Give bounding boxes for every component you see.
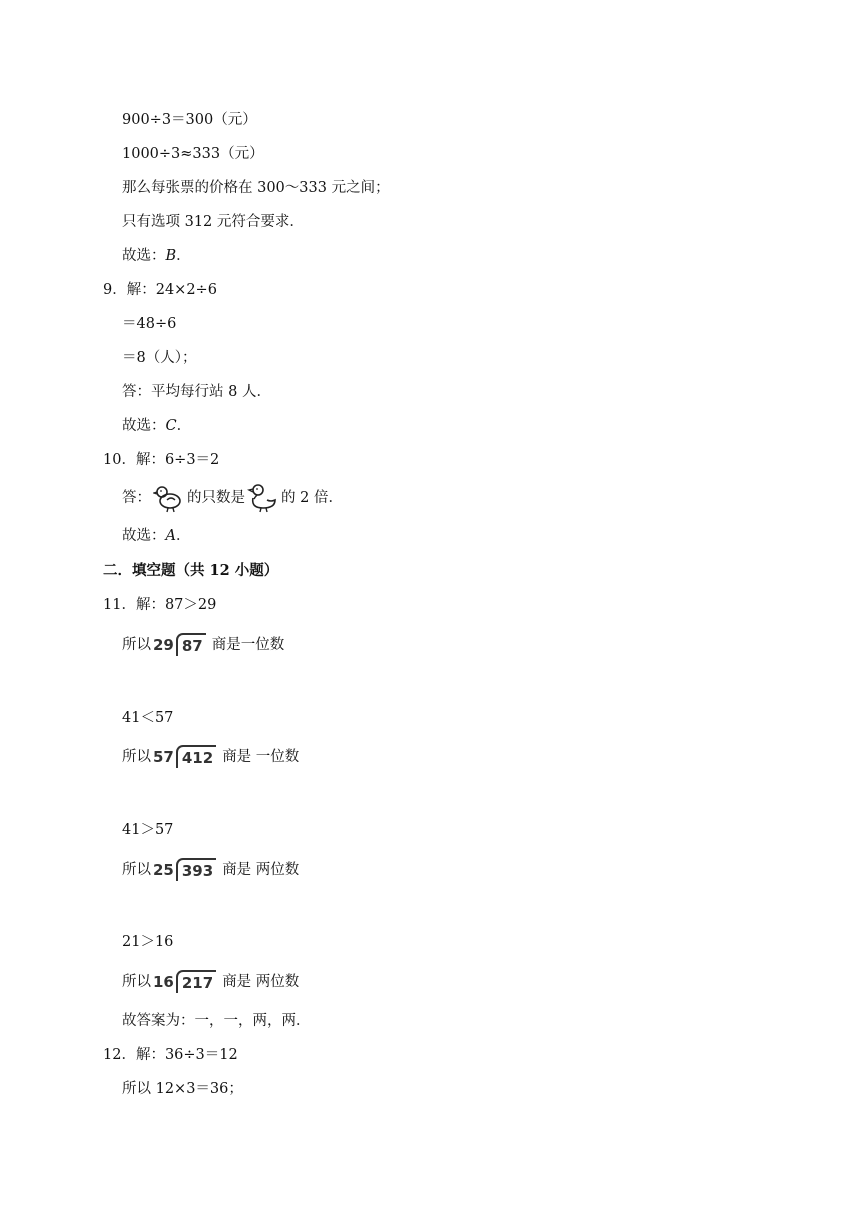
price-range-line: 那么每张票的价格在 300～333 元之间； (122, 180, 390, 196)
q10-title: 10．解：6÷3＝2 (103, 452, 220, 468)
q12-step2: 所以 12×3＝36； (122, 1081, 243, 1097)
q10-answer-text (122, 482, 343, 514)
divisor: 25 (153, 860, 174, 879)
answer-prefix: 故选： (122, 248, 166, 264)
division-prefix: 所以 (122, 636, 151, 653)
dividend: 87 (176, 633, 206, 656)
division-suffix: 商是一位数 (211, 636, 285, 653)
answer-suffix: ． (175, 528, 191, 544)
divisor: 16 (153, 972, 174, 991)
q11-division-c (122, 858, 299, 881)
division-suffix: 商是 两位数 (222, 973, 300, 990)
chick-icon (153, 482, 185, 514)
q9-step2: ＝48÷6 (122, 316, 177, 332)
q9-answer-text: 答：平均每行站 8 人． (122, 384, 271, 400)
division-prefix: 所以 (122, 861, 151, 878)
long-division-bracket (153, 858, 216, 881)
q11-compare-b: 41＜57 (122, 710, 174, 726)
calc-line-1000: 1000÷3≈333（元） (122, 146, 264, 162)
division-prefix: 所以 (122, 748, 151, 765)
long-division-bracket (153, 633, 206, 656)
dividend: 393 (176, 858, 216, 881)
division-suffix: 商是 一位数 (222, 748, 300, 765)
dividend: 217 (176, 970, 216, 993)
q9-step3: ＝8（人）； (122, 350, 197, 366)
long-division-bracket (153, 745, 216, 768)
q9-title: 9．解：24×2÷6 (103, 282, 217, 298)
q11-answer-line: 故答案为：一，一，两，两． (122, 1013, 311, 1029)
answer-end: 的 2 倍． (281, 490, 343, 506)
q9-answer-line (122, 416, 191, 436)
answer-prefix: 故选： (122, 528, 166, 544)
answer-label: 答： (122, 490, 151, 506)
long-division-bracket (153, 970, 216, 993)
dividend: 412 (176, 745, 216, 768)
answer-suffix: ． (176, 248, 191, 264)
answer-choice: A (165, 528, 176, 544)
divisor: 57 (153, 747, 174, 766)
q11-division-b (122, 745, 299, 768)
division-prefix: 所以 (122, 973, 151, 990)
q11-division-d (122, 970, 299, 993)
q11-compare-c: 41＞57 (122, 822, 174, 838)
answer-prefix: 故选： (122, 418, 166, 434)
answer-line-8 (122, 246, 191, 266)
duckling-icon (247, 482, 279, 514)
q11-compare-d: 21＞16 (122, 934, 174, 950)
q11-division-a (122, 633, 284, 656)
division-suffix: 商是 两位数 (222, 861, 300, 878)
answer-choice: B (165, 248, 177, 264)
answer-choice: C (165, 418, 177, 434)
answer-mid: 的只数是 (187, 490, 245, 506)
q12-title: 12．解：36÷3＝12 (103, 1047, 238, 1063)
q10-answer-line (122, 526, 190, 546)
divisor: 29 (153, 635, 174, 654)
calc-line-900: 900÷3＝300（元） (122, 112, 257, 128)
answer-suffix: ． (176, 418, 192, 434)
option-line: 只有选项 312 元符合要求． (122, 214, 304, 230)
q11-title: 11．解：87＞29 (103, 597, 217, 613)
section-heading: 二．填空题（共 12 小题） (103, 562, 279, 579)
